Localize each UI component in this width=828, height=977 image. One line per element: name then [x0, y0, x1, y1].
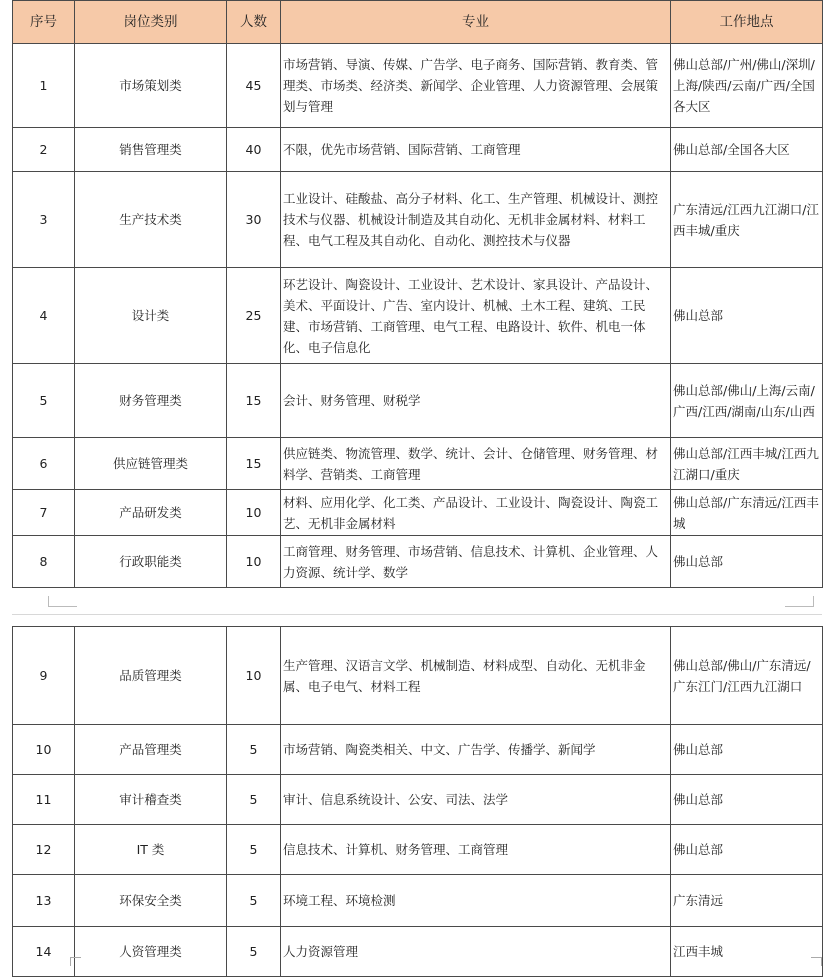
table-row: [13, 536, 823, 588]
cell-location: 佛山总部/江西丰城/江西九江湖口/重庆: [671, 438, 823, 490]
table-row: [13, 490, 823, 536]
table-row: [13, 128, 823, 172]
table-row: [13, 44, 823, 128]
table-row: [13, 927, 823, 977]
cell-no: 12: [13, 825, 75, 875]
cell-category: 行政职能类: [75, 536, 227, 588]
cell-major: 供应链类、物流管理、数学、统计、会计、仓储管理、财务管理、材料学、营销类、工商管理: [281, 438, 671, 490]
cell-no: 5: [13, 364, 75, 438]
table-row: [13, 775, 823, 825]
cell-major: 工商管理、财务管理、市场营销、信息技术、计算机、企业管理、人力资源、统计学、数学: [281, 536, 671, 588]
page-corner-mark: [811, 957, 822, 966]
cell-no: 2: [13, 128, 75, 172]
cell-count: 10: [227, 627, 281, 725]
page-divider: [12, 614, 822, 615]
cell-major: 人力资源管理: [281, 927, 671, 977]
table-header-row: [13, 1, 823, 44]
cell-category: 设计类: [75, 268, 227, 364]
cell-count: 15: [227, 438, 281, 490]
table-row: [13, 268, 823, 364]
cell-count: 40: [227, 128, 281, 172]
cell-no: 3: [13, 172, 75, 268]
cell-major: 审计、信息系统设计、公安、司法、法学: [281, 775, 671, 825]
cell-location: 佛山总部/佛山/上海/云南/广西/江西/湖南/山东/山西: [671, 364, 823, 438]
cell-count: 15: [227, 364, 281, 438]
header-major: 专业: [281, 1, 671, 44]
cell-location: 佛山总部/佛山/广东清远/广东江门/江西九江湖口: [671, 627, 823, 725]
cell-count: 5: [227, 875, 281, 927]
cell-location: 广东清远: [671, 875, 823, 927]
header-count: 人数: [227, 1, 281, 44]
cell-no: 10: [13, 725, 75, 775]
table-row: [13, 725, 823, 775]
cell-location: 佛山总部: [671, 536, 823, 588]
header-category: 岗位类别: [75, 1, 227, 44]
cell-no: 6: [13, 438, 75, 490]
cell-no: 1: [13, 44, 75, 128]
recruitment-document: [12, 0, 822, 977]
table-row: [13, 438, 823, 490]
cell-major: 市场营销、陶瓷类相关、中文、广告学、传播学、新闻学: [281, 725, 671, 775]
cell-count: 5: [227, 927, 281, 977]
cell-count: 25: [227, 268, 281, 364]
cell-major: 工业设计、硅酸盐、高分子材料、化工、生产管理、机械设计、测控技术与仪器、机械设计制造及其自动化、无机非金属材料、材料工程、电气工程及其自动化、自动化、测控技术与仪器: [281, 172, 671, 268]
header-no: 序号: [13, 1, 75, 44]
cell-count: 5: [227, 825, 281, 875]
cell-major: 信息技术、计算机、财务管理、工商管理: [281, 825, 671, 875]
page-corner-mark: [70, 957, 81, 966]
cell-category: 审计稽查类: [75, 775, 227, 825]
table-row: [13, 364, 823, 438]
cell-no: 14: [13, 927, 75, 977]
cell-location: 佛山总部: [671, 725, 823, 775]
page-break: [12, 588, 822, 626]
cell-location: 佛山总部: [671, 268, 823, 364]
cell-location: 佛山总部: [671, 775, 823, 825]
cell-category: 人资管理类: [75, 927, 227, 977]
table-row: [13, 172, 823, 268]
cell-count: 5: [227, 725, 281, 775]
cell-no: 11: [13, 775, 75, 825]
cell-category: 销售管理类: [75, 128, 227, 172]
cell-count: 5: [227, 775, 281, 825]
cell-location: 江西丰城: [671, 927, 823, 977]
cell-category: 环保安全类: [75, 875, 227, 927]
cell-no: 9: [13, 627, 75, 725]
cell-category: 产品研发类: [75, 490, 227, 536]
cell-location: 佛山总部/广州/佛山/深圳/上海/陕西/云南/广西/全国各大区: [671, 44, 823, 128]
table-row: [13, 825, 823, 875]
header-location: 工作地点: [671, 1, 823, 44]
cell-major: 材料、应用化学、化工类、产品设计、工业设计、陶瓷设计、陶瓷工艺、无机非金属材料: [281, 490, 671, 536]
cell-count: 30: [227, 172, 281, 268]
cell-major: 环艺设计、陶瓷设计、工业设计、艺术设计、家具设计、产品设计、美术、平面设计、广告、室内设计、机械、土木工程、建筑、工民建、市场营销、工商管理、电气工程、电路设计、软件、机电一体化、电子信息化: [281, 268, 671, 364]
cell-category: 产品管理类: [75, 725, 227, 775]
cell-count: 10: [227, 536, 281, 588]
cell-location: 佛山总部/广东清远/江西丰城: [671, 490, 823, 536]
cell-location: 佛山总部: [671, 825, 823, 875]
cell-count: 45: [227, 44, 281, 128]
cell-category: 生产技术类: [75, 172, 227, 268]
table-row: [13, 875, 823, 927]
cell-no: 4: [13, 268, 75, 364]
cell-major: 生产管理、汉语言文学、机械制造、材料成型、自动化、无机非金属、电子电气、材料工程: [281, 627, 671, 725]
cell-category: 财务管理类: [75, 364, 227, 438]
cell-no: 8: [13, 536, 75, 588]
cell-major: 市场营销、导演、传媒、广告学、电子商务、国际营销、教育类、管理类、市场类、经济类、新闻学、企业管理、人力资源管理、会展策划与管理: [281, 44, 671, 128]
positions-table-part-2: [12, 626, 823, 977]
cell-category: 市场策划类: [75, 44, 227, 128]
cell-location: 广东清远/江西九江湖口/江西丰城/重庆: [671, 172, 823, 268]
cell-major: 不限，优先市场营销、国际营销、工商管理: [281, 128, 671, 172]
cell-major: 环境工程、环境检测: [281, 875, 671, 927]
cell-location: 佛山总部/全国各大区: [671, 128, 823, 172]
table-row: [13, 627, 823, 725]
page-corner-mark: [785, 596, 814, 607]
cell-major: 会计、财务管理、财税学: [281, 364, 671, 438]
page-corner-mark: [48, 596, 77, 607]
cell-category: 供应链管理类: [75, 438, 227, 490]
cell-count: 10: [227, 490, 281, 536]
positions-table-part-1: [12, 0, 823, 588]
cell-no: 7: [13, 490, 75, 536]
cell-no: 13: [13, 875, 75, 927]
cell-category: IT 类: [75, 825, 227, 875]
cell-category: 品质管理类: [75, 627, 227, 725]
